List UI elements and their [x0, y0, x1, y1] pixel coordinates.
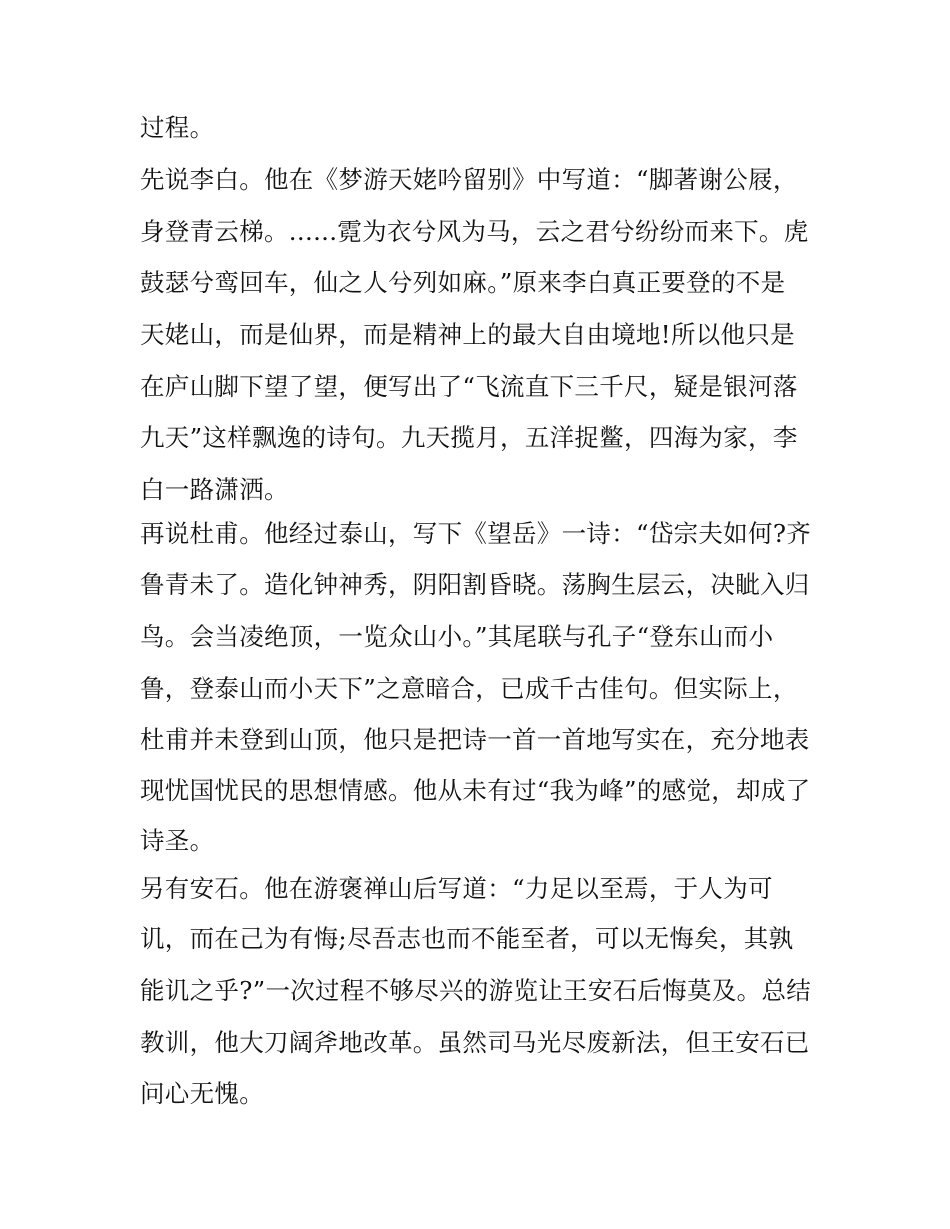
- text-line: 鸟。会当凌绝顶，一览众山小。”其尾联与孔子“登东山而小: [140, 622, 774, 651]
- text-line: 身登青云梯。......霓为衣兮风为马，云之君兮纷纷而来下。虎: [140, 217, 809, 246]
- text-line: 讥，而在己为有悔;尽吾志也而不能至者，可以无悔矣，其孰: [140, 924, 794, 953]
- text-line: 天姥山，而是仙界，而是精神上的最大自由境地!所以他只是: [140, 320, 795, 349]
- text-line: 白一路潇洒。: [140, 475, 289, 504]
- text-line: 诗圣。: [140, 826, 215, 855]
- text-line: 在庐山脚下望了望，便写出了“飞流直下三千尺，疑是银河落: [140, 372, 798, 401]
- text-line: 先说李白。他在《梦游天姥吟留别》中写道：“脚著谢公屐，: [140, 165, 798, 194]
- text-line: 教训，他大刀阔斧地改革。虽然司马光尽废新法，但王安石已: [140, 1028, 810, 1057]
- text-line: 鼓瑟兮鸾回车，仙之人兮列如麻。”原来李白真正要登的不是: [140, 268, 786, 297]
- text-line: 现忧国忧民的思想情感。他从未有过“我为峰”的感觉，却成了: [140, 776, 811, 805]
- text-line: 再说杜甫。他经过泰山，写下《望岳》一诗：“岱宗夫如何?齐: [140, 519, 812, 548]
- text-line: 过程。: [140, 113, 215, 142]
- text-line: 另有安石。他在游褒禅山后写道：“力足以至焉，于人为可: [140, 874, 773, 903]
- text-line: 鲁青未了。造化钟神秀，阴阳割昏晓。荡胸生层云，决眦入归: [140, 570, 810, 599]
- text-line: 能讥之乎?”一次过程不够尽兴的游览让王安石后悔莫及。总结: [140, 976, 812, 1005]
- text-line: 鲁，登泰山而小天下”之意暗合，已成千古佳句。但实际上，: [140, 674, 798, 703]
- text-line: 九天”这样飘逸的诗句。九天揽月，五洋捉鳖，四海为家，李: [140, 423, 798, 452]
- text-line: 问心无愧。: [140, 1079, 264, 1108]
- text-line: 杜甫并未登到山顶，他只是把诗一首一首地写实在，充分地表: [140, 725, 810, 754]
